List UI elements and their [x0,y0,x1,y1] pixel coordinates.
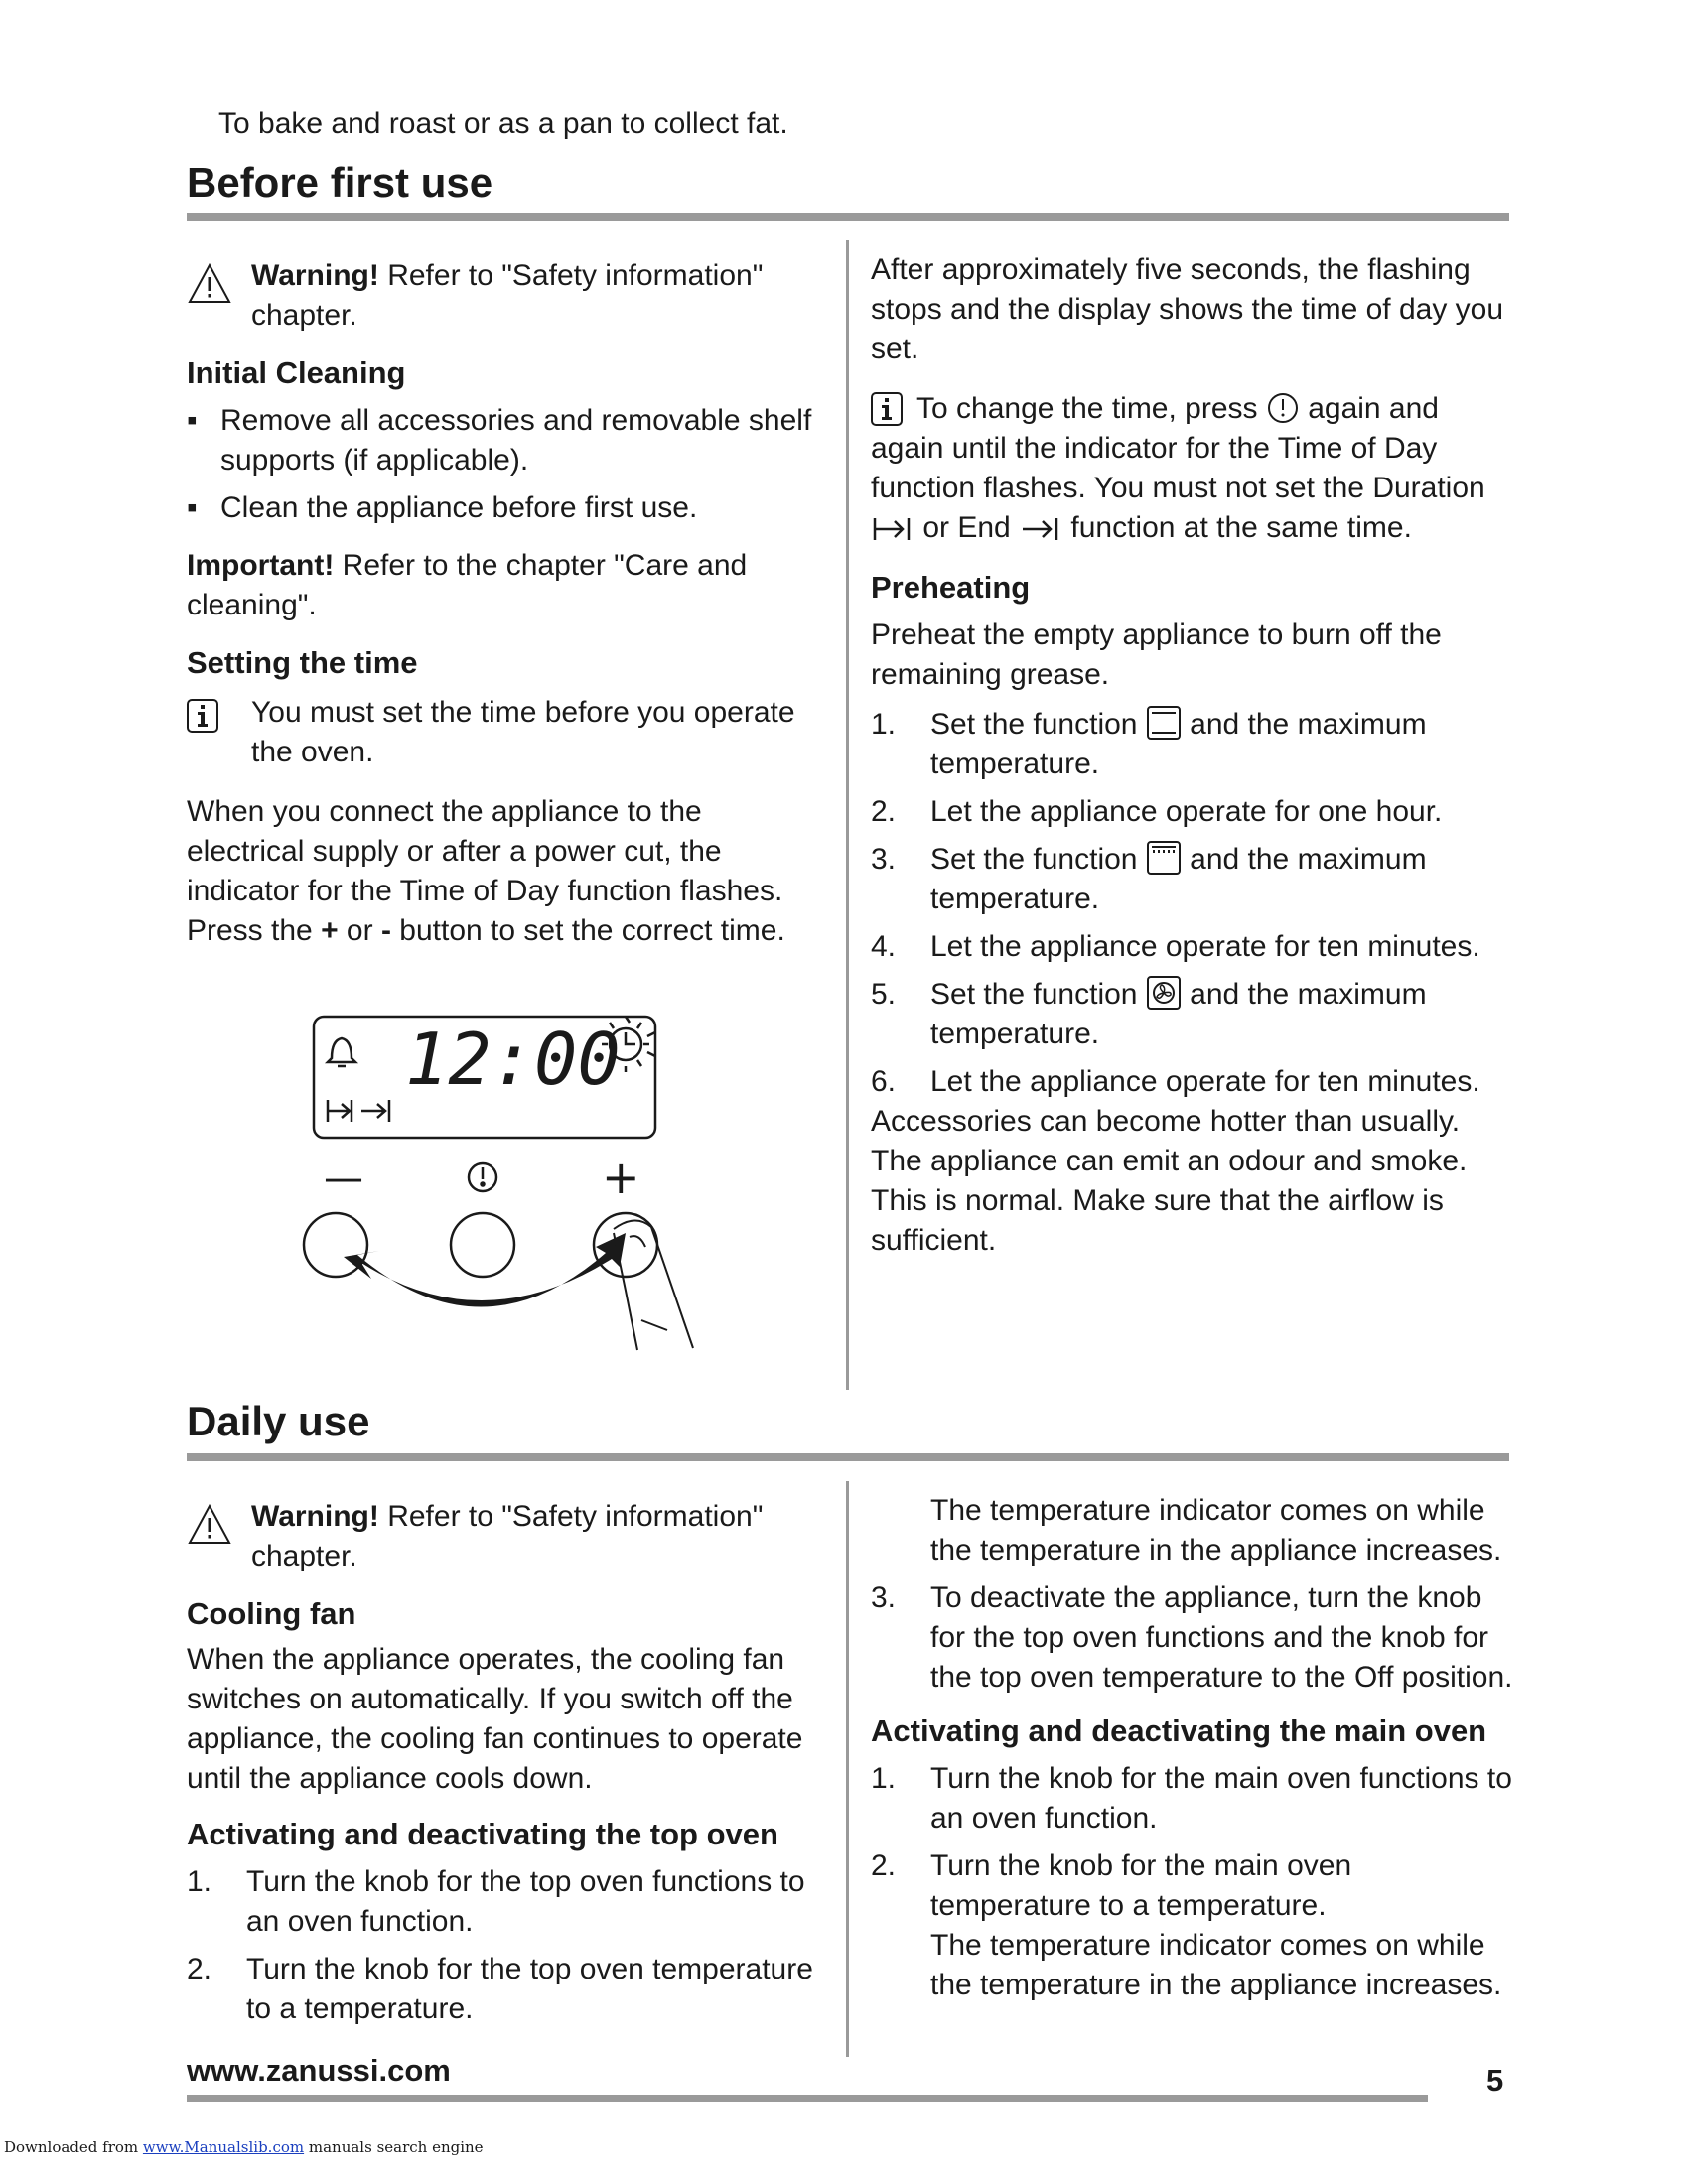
list-item: ▪ Remove all accessories and removable shelf supports (if applicable). [187,401,822,480]
warning-icon [187,262,232,306]
manualslib-link[interactable]: www.Manualslib.com [142,2138,305,2156]
heading-setting-the-time: Setting the time [187,645,418,680]
list-item: ▪ Clean the appliance before first use. [187,488,822,528]
list-item: 2. Turn the knob for the top oven temperature to a temperature. [187,1953,813,2025]
important-note: Important! Refer to the chapter "Care and cleaning". [187,549,748,621]
list-item: 2. Let the appliance operate for one hour. [871,795,1443,828]
list-item: 1. Turn the knob for the main oven functions to an oven function. [871,1762,1512,1835]
column-divider [846,1481,849,2057]
footer-rule [187,2095,1428,2102]
list-item: 5. Set the function and the maximum temperature. [871,975,1516,1054]
temperature-indicator-note: The temperature indicator comes on while the temperature in the appliance increases. [930,1494,1502,1567]
section1-left-column [187,256,822,951]
info-icon [187,699,218,733]
double-arrow-icon [344,1233,626,1307]
clock-button [451,1213,514,1277]
heading-preheating: Preheating [871,570,1031,605]
duration-icon [871,514,914,544]
section-rule [187,213,1509,221]
bullet-marker: ▪ [187,404,198,437]
time-readout: 12:00 [405,1018,621,1101]
plus-button-label: + [602,1151,640,1204]
download-credit: Downloaded from www.Manualslib.com manuals search engine [4,2138,484,2156]
clock-display-illustration [298,1003,715,1370]
clock-icon [469,1163,496,1191]
list-item: 1. Set the function and the maximum temperature. [871,705,1516,784]
heading-initial-cleaning: Initial Cleaning [187,355,406,390]
preheating-intro: Preheat the empty appliance to burn off the remaining grease. [871,618,1442,691]
warning-note [187,256,822,336]
list-item: 1. Turn the knob for the top oven functions to an oven function. [187,1865,805,1938]
section2-left-column [187,1497,822,2029]
bullet-marker: ▪ [187,491,198,524]
bell-icon [328,1038,355,1066]
section-title-daily-use: Daily use [187,1398,370,1444]
warning-note: Warning! Refer to "Safety information" chapter. [187,1497,822,1576]
info-note: You must set the time before you operate the oven. [187,693,822,772]
info-note: To change the time, press again and again until the indicator for the Time of Day function flashes. You must not set the Duration or End function at the same time. [871,392,1485,544]
section-rule [187,1453,1509,1461]
heading-top-oven: Activating and deactivating the top oven [187,1817,778,1851]
end-icon [1019,514,1062,544]
warning-text: Refer to "Safety information" chapter. [251,259,764,332]
clock-icon [1266,391,1300,425]
list-item: 4. Let the appliance operate for ten minutes. [871,930,1480,963]
warning-icon [187,1503,232,1547]
finger-icon [614,1220,693,1350]
footer-url: www.zanussi.com [187,2053,451,2088]
list-item: 3. To deactivate the appliance, turn the knob for the top oven functions and the knob for the top oven temperature to the Off position. [871,1581,1513,1694]
top-line: To bake and roast or as a pan to collect fat. [218,107,788,140]
heading-cooling-fan: Cooling fan [187,1596,356,1631]
section2-right-column [871,1491,1516,2005]
list-item: 2. Turn the knob for the main oven temperature to a temperature. [871,1849,1352,1922]
column-divider [846,240,849,1390]
fan-icon [1146,975,1182,1011]
page-number: 5 [1486,2063,1504,2098]
heading-main-oven: Activating and deactivating the main oven [871,1713,1487,1748]
time-confirm-para: After approximately five seconds, the flashing stops and the display shows the time of day you set. [871,253,1504,365]
list-item: 3. Set the function and the maximum temperature. [871,840,1516,919]
section-title-before-first-use: Before first use [187,159,493,205]
minus-button-label: — [324,1156,363,1201]
setting-time-para1: When you connect the appliance to the electrical supply or after a power cut, the indicator for the Time of Day function flashes. [187,795,783,907]
section1-right-column [871,250,1516,1261]
clock-flashing-icon [602,1017,655,1072]
duration-end-icons [328,1100,389,1122]
warning-label: Warning! [251,259,379,292]
setting-time-para2: Press the + or - button to set the correct time. [187,914,785,947]
list-item: 6. Let the appliance operate for ten minutes. [871,1065,1480,1098]
conventional-heat-icon [1146,705,1182,741]
grill-icon [1146,840,1182,876]
cooling-fan-text: When the appliance operates, the cooling fan switches on automatically. If you switch off the appliance, the cooling fan continues to operate until the appliance cools down. [187,1643,803,1795]
info-icon [871,392,903,426]
temperature-indicator-note: The temperature indicator comes on while the temperature in the appliance increases. [930,1929,1502,2001]
preheating-after: Accessories can become hotter than usually. The appliance can emit an odour and smoke. This is normal. Make sure that the airflow is sufficient. [871,1105,1468,1257]
